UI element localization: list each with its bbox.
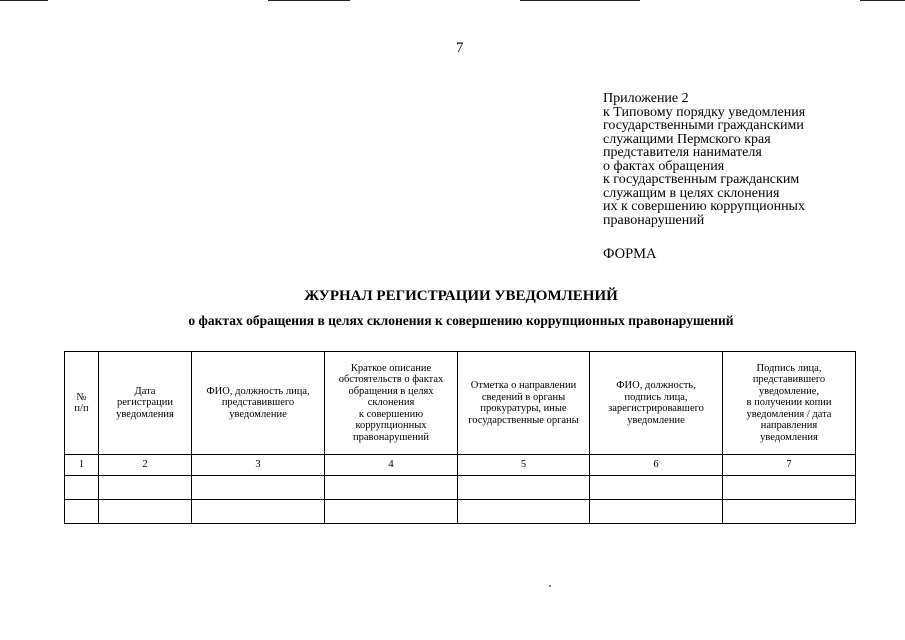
empty-cell xyxy=(590,476,723,500)
scan-speck xyxy=(549,585,551,587)
page-number: 7 xyxy=(456,40,464,56)
appendix-line: о фактах обращения xyxy=(603,158,725,174)
column-header xyxy=(590,352,723,455)
appendix-line: их к совершению коррупционных xyxy=(603,199,805,214)
appendix-line: Приложение 2 xyxy=(603,91,689,106)
appendix-note xyxy=(603,92,893,227)
column-header-line: уведомление xyxy=(229,408,287,420)
column-header-line: направления xyxy=(760,420,818,432)
empty-cell xyxy=(723,476,856,500)
column-header-line: Подпись лица, xyxy=(756,362,822,374)
column-header xyxy=(192,352,325,455)
table-header-row xyxy=(65,352,856,455)
column-header-line: ФИО, должность, xyxy=(616,380,696,391)
appendix-line: служащим в целях склонения xyxy=(603,185,780,201)
top-rule-segment xyxy=(0,0,48,1)
column-header-line: государственные органы xyxy=(468,414,579,426)
empty-cell xyxy=(65,476,99,500)
column-header-line: регистрации xyxy=(117,397,173,409)
column-number-cell: 5 xyxy=(458,455,590,476)
column-number-cell: 6 xyxy=(590,455,723,476)
column-number-cell: 3 xyxy=(192,455,325,476)
column-header-line: № xyxy=(76,391,87,403)
column-header-line: уведомления xyxy=(760,431,818,443)
column-header-line: представившего xyxy=(752,374,826,386)
column-header-line: правонарушений xyxy=(353,431,429,443)
column-header-line: подпись лица, xyxy=(624,391,688,403)
table-row xyxy=(65,500,856,524)
column-header xyxy=(723,352,856,455)
appendix-line: представителя нанимателя xyxy=(603,145,762,160)
appendix-line: к Типовому порядку уведомления xyxy=(603,104,806,120)
column-header-line: уведомление, xyxy=(758,385,820,397)
appendix-line: правонарушений xyxy=(603,212,705,228)
empty-cell xyxy=(325,476,458,500)
column-header-line: в получении копии xyxy=(746,397,832,409)
column-header-line: к совершению xyxy=(358,408,424,420)
column-header-line: склонения xyxy=(367,397,415,409)
column-header-line: обстоятельств о фактах xyxy=(338,374,444,386)
column-header-line: зарегистрировавшего xyxy=(608,403,704,414)
top-rule-segment xyxy=(268,0,350,1)
empty-cell xyxy=(99,476,192,500)
column-header-line: Отметка о направлении xyxy=(470,380,577,391)
empty-cell xyxy=(65,500,99,524)
empty-cell xyxy=(99,500,192,524)
journal-subtitle: о фактах обращения в целях склонения к совершению коррупционных правонарушений xyxy=(188,313,734,328)
appendix-line: к государственным гражданским xyxy=(603,172,800,187)
column-header-line: Дата xyxy=(134,385,156,397)
table-row xyxy=(65,476,856,500)
journal-title: ЖУРНАЛ РЕГИСТРАЦИИ УВЕДОМЛЕНИЙ xyxy=(304,288,618,304)
appendix-line: служащими Пермского края xyxy=(603,131,771,147)
column-header-line: ФИО, должность лица, xyxy=(206,385,310,397)
empty-cell xyxy=(723,500,856,524)
column-header-line: уведомление xyxy=(627,414,685,426)
column-header-line: уведомления / дата xyxy=(746,408,832,420)
column-header-line: уведомления xyxy=(116,408,174,420)
empty-cell xyxy=(458,500,590,524)
top-rule-segment xyxy=(860,0,905,1)
empty-cell xyxy=(192,500,325,524)
empty-cell xyxy=(325,500,458,524)
empty-cell xyxy=(458,476,590,500)
column-number-row xyxy=(65,455,856,476)
column-header-line: коррупционных xyxy=(355,420,427,432)
top-rule-segment xyxy=(520,0,640,1)
column-header-line: п/п xyxy=(74,403,89,414)
column-header-line: обращения в целях xyxy=(348,385,434,397)
column-number-cell: 1 xyxy=(65,455,99,476)
empty-cell xyxy=(192,476,325,500)
empty-cell xyxy=(590,500,723,524)
column-header-line: сведений в органы xyxy=(481,391,566,403)
form-label: ФОРМА xyxy=(603,246,657,262)
column-number-cell: 4 xyxy=(325,455,458,476)
registration-journal-table xyxy=(64,351,856,524)
column-header-line: прокуратуры, иные xyxy=(480,403,567,414)
column-header-line: Краткое описание xyxy=(350,362,432,374)
column-number-cell: 7 xyxy=(723,455,856,476)
column-header xyxy=(325,352,458,455)
column-header xyxy=(99,352,192,455)
column-header xyxy=(65,352,99,455)
column-header xyxy=(458,352,590,455)
column-header-line: представившего xyxy=(221,397,295,409)
column-number-cell: 2 xyxy=(99,455,192,476)
appendix-line: государственными гражданскими xyxy=(603,118,804,133)
